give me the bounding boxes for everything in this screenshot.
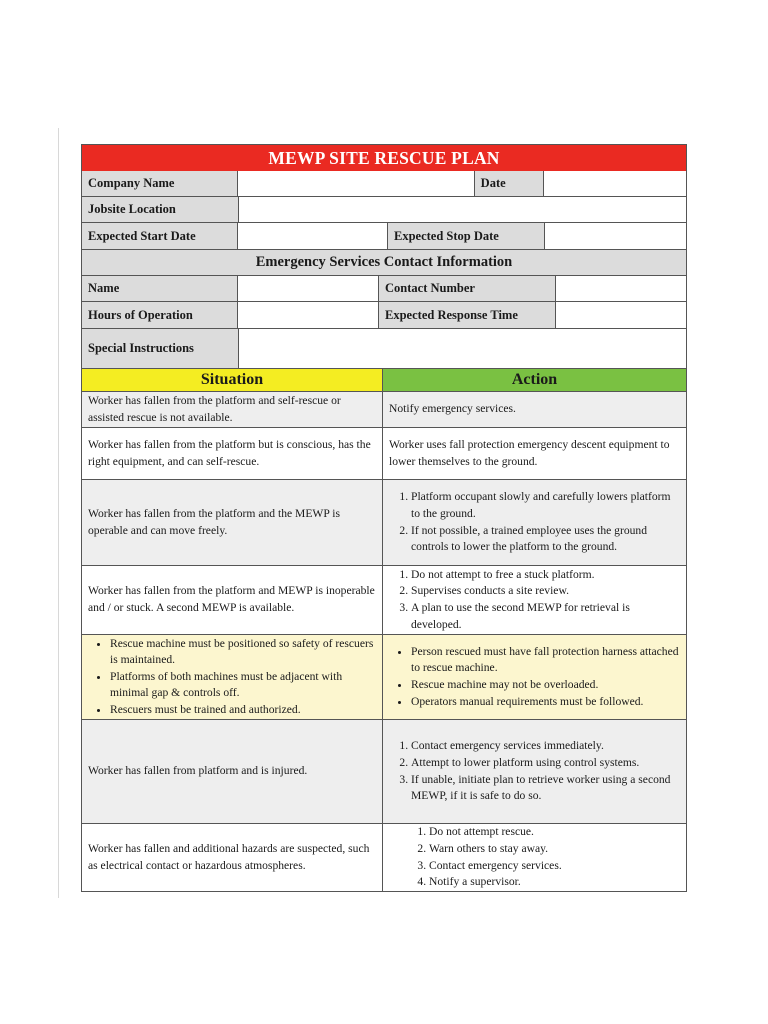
action-cell [383, 824, 686, 891]
special-instructions-row [81, 329, 687, 369]
action-bullet-list [389, 644, 680, 710]
action-list-item: 1. Do not attempt to free a stuck platform. [411, 567, 680, 584]
action-list [389, 567, 680, 633]
action-cell [383, 480, 686, 565]
action-list-item: 2. Supervises conducts a site review. [411, 583, 680, 600]
company-name-label: Company Name [82, 171, 238, 196]
hours-of-operation-field[interactable] [238, 302, 379, 328]
action-cell [383, 720, 686, 823]
situation-text: Worker has fallen and additional hazards are suspected, such as electrical contact or hazardous atmospheres. [88, 841, 370, 872]
contact-number-field[interactable] [556, 276, 686, 301]
special-instructions-label: Special Instructions [82, 329, 239, 368]
action-list [389, 489, 680, 555]
action-list-item: 2. Warn others to stay away. [429, 841, 562, 858]
action-cell [383, 566, 686, 634]
situation-bullet: • Rescue machine must be positioned so safety of rescuers is maintained. [110, 636, 376, 669]
situation-bullet: • Rescuers must be trained and authorized. [110, 702, 376, 719]
action-list-item: 3. If unable, initiate plan to retrieve worker using a second MEWP, if it is safe to do so. [411, 772, 680, 805]
action-text: Notify emergency services. [389, 402, 516, 416]
action-list-item: 2. Attempt to lower platform using control systems. [411, 755, 680, 772]
action-cell [383, 428, 686, 479]
situation-cell [82, 720, 383, 823]
action-list-item: 3. A plan to use the second MEWP for retrieval is developed. [411, 600, 680, 633]
situation-cell [82, 635, 383, 719]
date-label: Date [475, 171, 545, 196]
expected-response-time-field[interactable] [556, 302, 686, 328]
situation-bullet: • Platforms of both machines must be adjacent with minimal gap & controls off. [110, 669, 376, 702]
table-row [81, 392, 687, 428]
situation-cell [82, 428, 383, 479]
situation-header: Situation [82, 369, 383, 391]
action-list-item: 2. If not possible, a trained employee uses the ground controls to lower the platform to the ground. [411, 523, 680, 556]
emergency-section-row [81, 250, 687, 276]
expected-start-date-label: Expected Start Date [82, 223, 238, 249]
jobsite-location-field[interactable] [239, 197, 687, 222]
table-row [81, 635, 687, 720]
action-bullet: • Rescue machine may not be overloaded. [411, 677, 680, 694]
contact-row [81, 276, 687, 302]
action-list [389, 738, 680, 804]
expected-stop-date-field[interactable] [545, 223, 686, 249]
situation-cell [82, 392, 383, 427]
action-cell [383, 635, 686, 719]
action-cell [383, 392, 686, 427]
expected-stop-date-label: Expected Stop Date [388, 223, 545, 249]
table-row [81, 428, 687, 480]
situation-cell [82, 824, 383, 891]
table-row [81, 824, 687, 892]
company-name-field[interactable] [238, 171, 474, 196]
table-row [81, 566, 687, 635]
contact-number-label: Contact Number [379, 276, 556, 301]
table-row [81, 480, 687, 566]
table-row [81, 720, 687, 824]
special-instructions-field[interactable] [239, 329, 687, 368]
name-field[interactable] [238, 276, 379, 301]
hours-row [81, 302, 687, 329]
situation-cell [82, 480, 383, 565]
situation-bullet-list [88, 636, 376, 719]
dates-row [81, 223, 687, 250]
expected-start-date-field[interactable] [238, 223, 388, 249]
form-title: MEWP SITE RESCUE PLAN [81, 144, 687, 171]
situation-text: Worker has fallen from the platform and MEWP is inoperable and / or stuck. A second MEWP is available. [88, 584, 375, 614]
action-list [389, 824, 562, 890]
company-row [81, 171, 687, 197]
situation-text: Worker has fallen from the platform and self-rescue or assisted rescue is not available. [88, 393, 341, 424]
action-list-item: 1. Contact emergency services immediately. [411, 738, 680, 755]
page-edge-line [58, 128, 59, 898]
situation-text: Worker has fallen from the platform but is conscious, has the right equipment, and can self-rescue. [88, 437, 371, 468]
action-list-item: 1. Platform occupant slowly and carefully lowers platform to the ground. [411, 489, 680, 522]
situation-text: Worker has fallen from the platform and the MEWP is operable and can move freely. [88, 506, 341, 537]
situation-cell [82, 566, 383, 634]
jobsite-row [81, 197, 687, 223]
date-field[interactable] [544, 171, 686, 196]
emergency-section-title: Emergency Services Contact Information [82, 250, 686, 275]
situation-text: Worker has fallen from platform and is injured. [88, 764, 308, 778]
name-label: Name [82, 276, 238, 301]
action-header: Action [383, 369, 686, 391]
table-header-row [81, 369, 687, 392]
expected-response-time-label: Expected Response Time [379, 302, 556, 328]
action-bullet: • Operators manual requirements must be followed. [411, 694, 680, 711]
action-text: Worker uses fall protection emergency descent equipment to lower themselves to the ground. [389, 437, 670, 468]
action-list-item: 1. Do not attempt rescue. [429, 824, 562, 841]
hours-of-operation-label: Hours of Operation [82, 302, 238, 328]
action-list-item: 3. Contact emergency services. [429, 858, 562, 875]
rescue-plan-form [81, 144, 687, 892]
action-bullet: • Person rescued must have fall protection harness attached to rescue machine. [411, 644, 680, 677]
jobsite-location-label: Jobsite Location [82, 197, 239, 222]
action-list-item: 4. Notify a supervisor. [429, 874, 562, 891]
